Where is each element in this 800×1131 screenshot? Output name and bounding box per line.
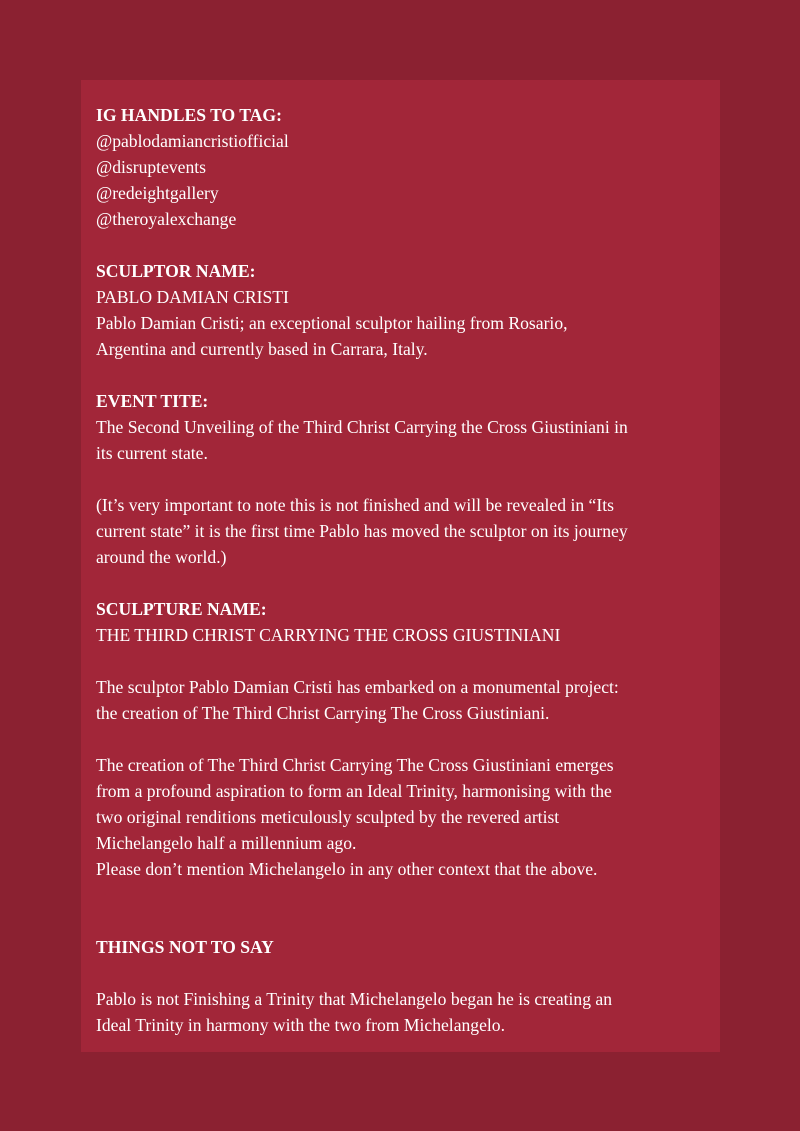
sculpture-paragraph-line: Michelangelo half a millennium ago. <box>96 833 357 853</box>
section-spacer <box>96 882 720 934</box>
sculptor-name: PABLO DAMIAN CRISTI <box>96 287 289 307</box>
section-spacer <box>96 362 720 388</box>
sculptor-bio-line: Argentina and currently based in Carrara, Italy. <box>96 339 428 359</box>
ig-handle: @pablodamiancristiofficial <box>96 131 289 151</box>
sculpture-paragraph-line: from a profound aspiration to form an Ideal Trinity, harmonising with the <box>96 781 612 801</box>
ig-handle: @theroyalexchange <box>96 209 237 229</box>
sculpture-paragraph-line: Please don’t mention Michelangelo in any other context that the above. <box>96 859 598 879</box>
sculptor-name-heading: SCULPTOR NAME: <box>96 261 256 281</box>
sculptor-bio-line: Pablo Damian Cristi; an exceptional sculptor hailing from Rosario, <box>96 313 568 333</box>
ig-handle: @redeightgallery <box>96 183 219 203</box>
section-spacer <box>96 960 720 986</box>
not-to-say-line: Ideal Trinity in harmony with the two from Michelangelo. <box>96 1015 505 1035</box>
section-spacer <box>96 232 720 258</box>
sculpture-name-heading: SCULPTURE NAME: <box>96 599 267 619</box>
sculpture-paragraph-line: The creation of The Third Christ Carrying The Cross Giustiniani emerges <box>96 755 614 775</box>
section-spacer <box>96 648 720 674</box>
section-spacer <box>96 466 720 492</box>
sculpture-paragraph-line: The sculptor Pablo Damian Cristi has embarked on a monumental project: <box>96 677 619 697</box>
event-title-line: The Second Unveiling of the Third Christ Carrying the Cross Giustiniani in <box>96 417 628 437</box>
event-note-line: current state” it is the first time Pablo has moved the sculptor on its journey <box>96 521 628 541</box>
section-spacer <box>96 570 720 596</box>
not-to-say-line: Pablo is not Finishing a Trinity that Michelangelo began he is creating an <box>96 989 613 1009</box>
things-not-to-say-heading: THINGS NOT TO SAY <box>96 937 274 957</box>
ig-handle: @disruptevents <box>96 157 207 177</box>
sculpture-paragraph-line: two original renditions meticulously sculpted by the revered artist <box>96 807 560 827</box>
event-title-heading: EVENT TITE: <box>96 391 209 411</box>
sculpture-name: THE THIRD CHRIST CARRYING THE CROSS GIUSTINIANI <box>96 625 561 645</box>
sculpture-paragraph-line: the creation of The Third Christ Carrying The Cross Giustiniani. <box>96 703 550 723</box>
event-note-line: around the world.) <box>96 547 227 567</box>
section-spacer <box>96 726 720 752</box>
event-note-line: (It’s very important to note this is not finished and will be revealed in “Its <box>96 495 614 515</box>
content-panel <box>81 80 720 1052</box>
ig-handles-heading: IG HANDLES TO TAG: <box>96 105 282 125</box>
event-title-line: its current state. <box>96 443 208 463</box>
